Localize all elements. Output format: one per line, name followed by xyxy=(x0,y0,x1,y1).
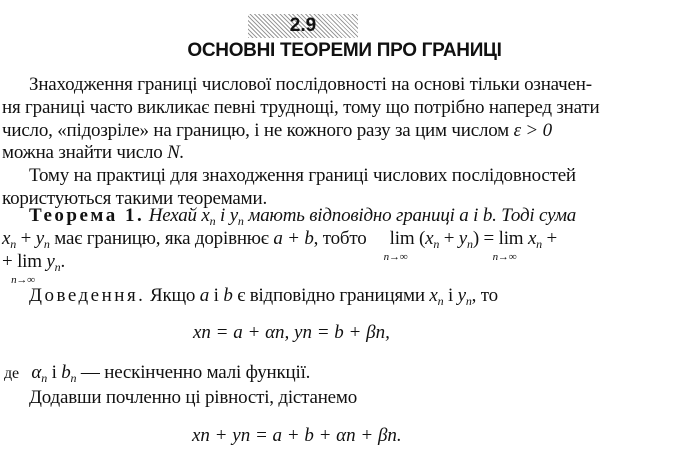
paragraph-1-line-3-text: число, «підозріле» на границю, і не кожного разу за цим числом xyxy=(2,120,510,141)
section-number: 2.9 xyxy=(248,14,358,38)
paragraph-1-line-4 xyxy=(2,142,184,164)
epsilon-condition: ε > 0 xyxy=(513,120,552,141)
limit-of-sum: lim n→∞ xyxy=(383,228,415,263)
paragraph-1-line-2: ня границі часто викликає певні труднощі, тому що потрібно наперед знати xyxy=(2,97,600,118)
proof-adding-line: Додавши почленно ці рівності, дістанемо xyxy=(29,387,358,408)
proof-where-line: де $\alpha_n$ і $b_n$ — нескінченно малі функції. xyxy=(4,362,311,385)
theorem-line-3: + lim n→∞ $y_n$. xyxy=(2,251,65,286)
theorem-line-1: Теорема 1. Нехай $x_n$ і $y_n$ мають відповідно границі a і b. Тоді сума xyxy=(29,205,577,228)
limit-of-x: lim n→∞ xyxy=(492,228,524,263)
paragraph-1-line-1: Знаходження границі числової послідовності на основі тільки означен- xyxy=(29,74,592,95)
paragraph-2-line-2: користуються такими теоремами. xyxy=(2,188,268,209)
section-title: ОСНОВНІ ТЕОРЕМИ ПРО ГРАНИЦІ xyxy=(187,40,502,61)
paragraph-1-line-3 xyxy=(2,120,552,142)
proof-line-1: Доведення. Якщо a і b є відповідно границями $x_n$ і $y_n$, то xyxy=(29,285,498,308)
formula-sum: xn + yn = a + b + αn + βn. xyxy=(192,425,402,446)
theorem-line-2: $x_n + y_n$ має границю, яка дорівнює a + b, тобто lim n→∞ $(x_n + y_n) = \lim$ n→∞ $x_n$ + xyxy=(2,228,558,263)
number-n: N. xyxy=(167,142,185,163)
paragraph-1-line-4-text: можна знайти число xyxy=(2,142,163,163)
limit-of-y: lim n→∞ xyxy=(11,251,42,286)
proof-label: Доведення. xyxy=(29,285,146,306)
formula-decomposition: xn = a + αn, yn = b + βn, xyxy=(193,322,390,343)
paragraph-2-line-1: Тому на практиці для знаходження границі числових послідовностей xyxy=(29,165,576,186)
theorem-label: Теорема 1. xyxy=(29,205,145,226)
